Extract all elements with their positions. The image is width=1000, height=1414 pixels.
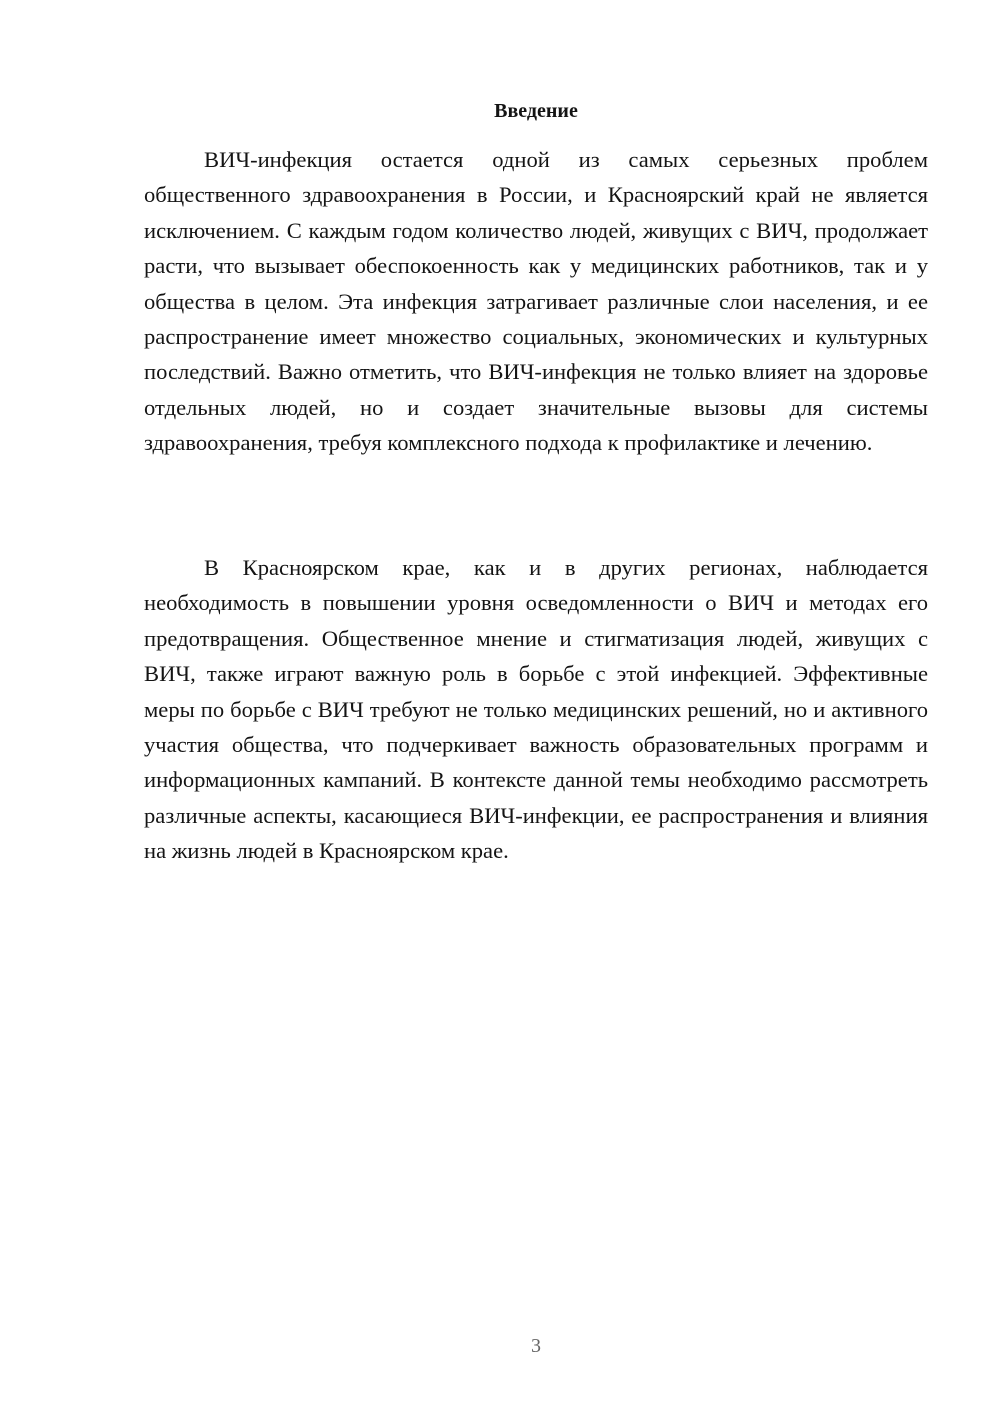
paragraph-1: ВИЧ-инфекция остается одной из самых серьезных проблем общественного здравоохранения в России, и Красноярский край не является исключением. С каждым годом количество людей, живущих с ВИЧ, продолжает расти, что вызывает обеспокоенность как у медицинских работников, так и у общества в целом. Эта инфекция затрагивает различные слои населения, и ее распространение имеет множество социальных, экономических и культурных последствий. Важно отметить, что ВИЧ-инфекция не только влияет на здоровье отдельных людей, но и создает значительные вызовы для системы здравоохранения, требуя комплексного подхода к профилактике и лечению. bbox=[144, 147, 928, 456]
paragraph-2: В Красноярском крае, как и в других регионах, наблюдается необходимость в повышении уровня осведомленности о ВИЧ и методах его предотвращения. Общественное мнение и стигматизация людей, живущих с ВИЧ, также играют важную роль в борьбе с этой инфекцией. Эффективные меры по борьбе с ВИЧ требуют не только медицинских решений, но и активного участия общества, что подчеркивает важность образовательных программ и информационных кампаний. В контексте данной темы необходимо рассмотреть различные аспекты, касающиеся ВИЧ-инфекции, ее распространения и влияния на жизнь людей в Красноярском крае. bbox=[144, 555, 928, 864]
page-number: 3 bbox=[531, 1335, 541, 1357]
section-heading: Введение bbox=[494, 100, 578, 122]
